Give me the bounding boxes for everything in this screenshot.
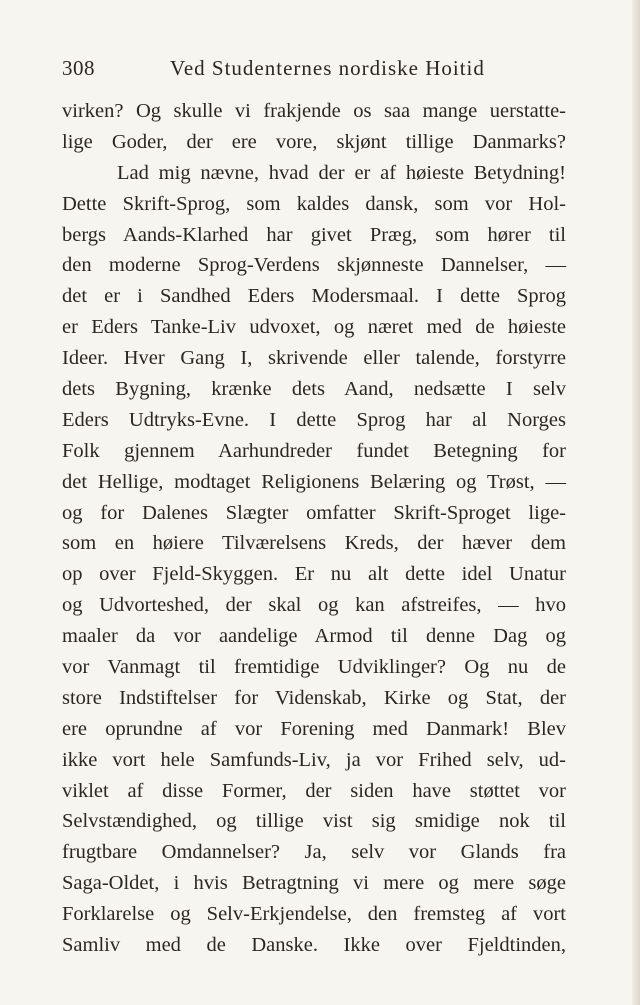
text-line: Forklarelse og Selv-Erkjendelse, den fremsteg af vort — [62, 903, 566, 926]
running-title: Ved Studenternes nordiske Hoitid — [170, 56, 485, 80]
page-number: 308 — [62, 56, 95, 80]
text-line: Lad mig nævne, hvad der er af høieste Betydning! — [117, 161, 566, 184]
text-line: virken? Og skulle vi frakjende os saa mange uerstatte- — [62, 100, 566, 122]
text-line: Saga-Oldet, i hvis Betragtning vi mere og mere søge — [62, 872, 566, 895]
text-line: ere oprundne af vor Forening med Danmark! Blev — [62, 717, 566, 740]
text-line: og Udvorteshed, der skal og kan afstreifes, — hvo — [62, 594, 566, 617]
text-line: store Indstiftelser for Videnskab, Kirke og Stat, der — [62, 686, 566, 709]
text-line: vor Vanmagt til fremtidige Udviklinger? Og nu de — [62, 656, 566, 679]
text-line: Ideer. Hver Gang I, skrivende eller talende, forstyrre — [62, 347, 566, 370]
text-line: Selvstændighed, og tillige vist sig smidige nok til — [62, 810, 566, 833]
text-line: det Hellige, modtaget Religionens Belæring og Trøst, — — [62, 470, 566, 493]
page-header — [62, 50, 582, 86]
text-line: Folk gjennem Aarhundreder fundet Betegning for — [62, 439, 566, 462]
text-line: maaler da vor aandelige Armod til denne Dag og — [62, 625, 566, 648]
page-edge-shadow — [632, 0, 640, 1005]
text-line: op over Fjeld-Skyggen. Er nu alt dette idel Unatur — [62, 563, 566, 586]
text-line: og for Dalenes Slægter omfatter Skrift-Sproget lige- — [62, 501, 566, 524]
text-line: Dette Skrift-Sprog, som kaldes dansk, som vor Hol- — [62, 192, 566, 215]
text-line: er Eders Tanke-Liv udvoxet, og næret med de høieste — [62, 316, 566, 339]
text-line: ikke vort hele Samfunds-Liv, ja vor Frihed selv, ud- — [62, 748, 566, 771]
text-line: frugtbare Omdannelser? Ja, selv vor Glands fra — [62, 841, 566, 864]
text-line: det er i Sandhed Eders Modersmaal. I dette Sprog — [62, 285, 566, 308]
text-line: Eders Udtryks-Evne. I dette Sprog har al Norges — [62, 408, 566, 431]
text-line: Samliv med de Danske. Ikke over Fjeldtinden, — [62, 934, 566, 957]
text-line: dets Bygning, krænke dets Aand, nedsætte I selv — [62, 378, 566, 401]
text-line: som en høiere Tilværelsens Kreds, der hæver dem — [62, 532, 566, 555]
body-text — [62, 96, 566, 961]
text-line: den moderne Sprog-Verdens skjønneste Dannelser, — — [62, 254, 566, 277]
text-line: bergs Aands-Klarhed har givet Præg, som hører til — [62, 223, 566, 246]
text-line: lige Goder, der ere vore, skjønt tillige Danmarks? — [62, 130, 566, 153]
text-line: viklet af disse Former, der siden have støttet vor — [62, 779, 566, 802]
